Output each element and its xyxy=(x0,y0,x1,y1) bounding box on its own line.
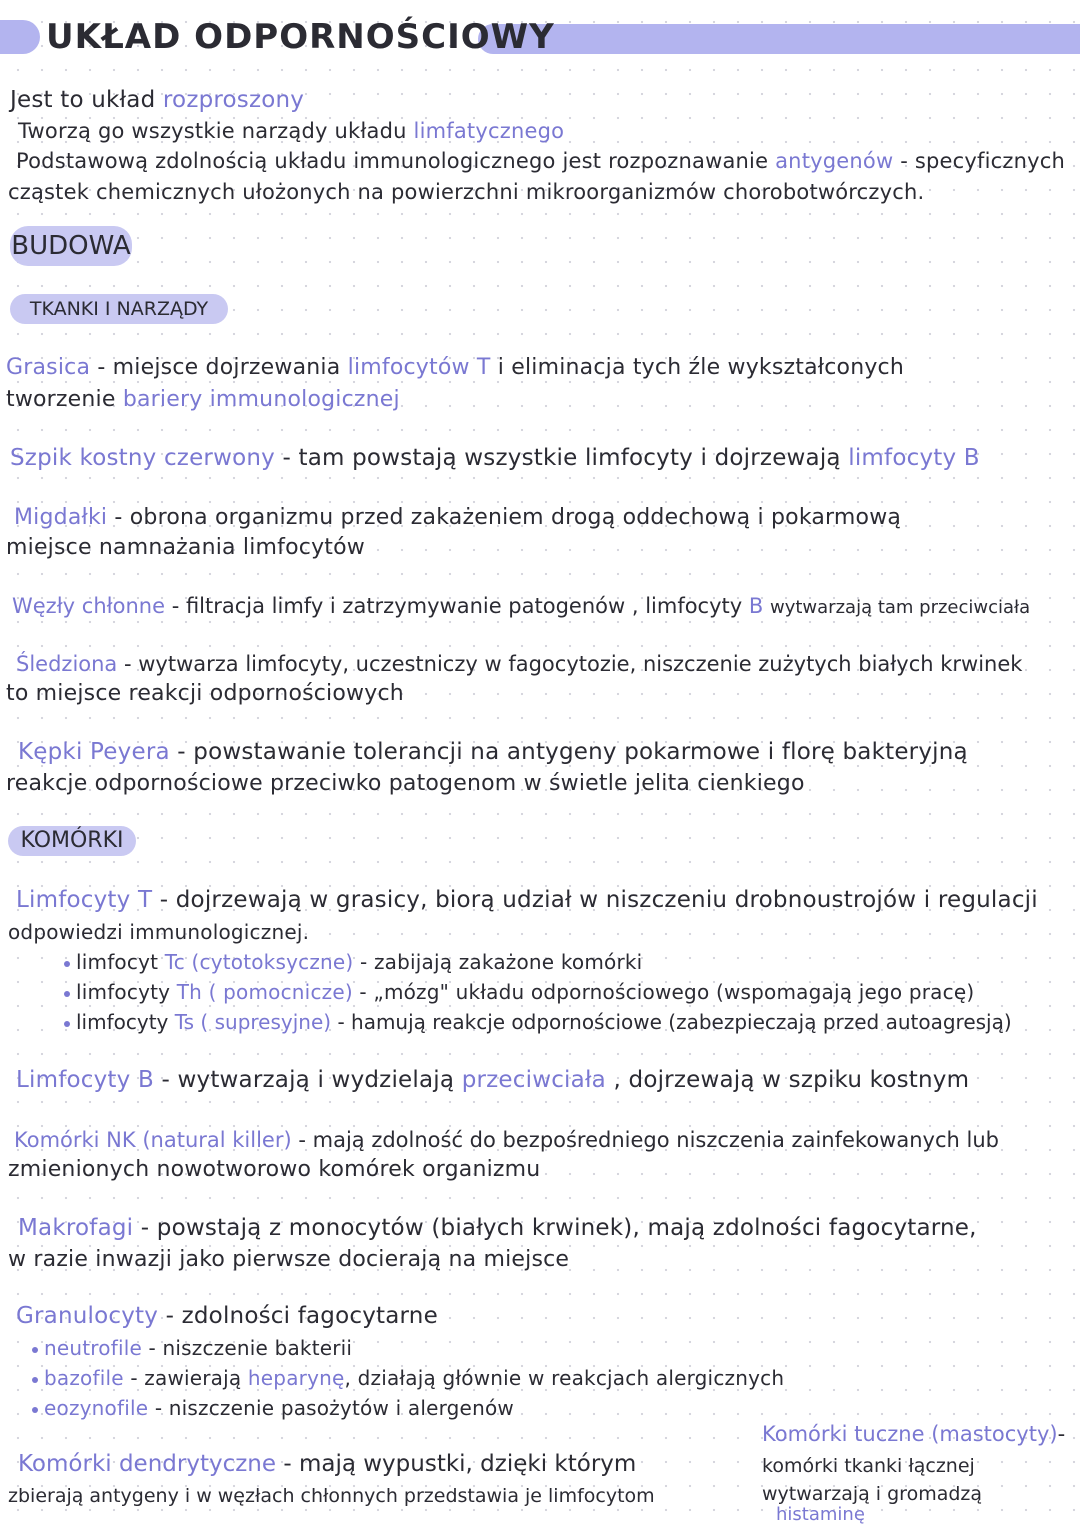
organ-name: Migdałki xyxy=(14,505,108,530)
cell-text: - mają wypustki, dzięki którym xyxy=(283,1451,637,1477)
organ-text: - tam powstają wszystkie limfocyty i dojrzewają xyxy=(282,445,841,471)
cell-name: Limfocyty T xyxy=(16,887,153,913)
cell-text: - „mózg" układu odpornościowego (wspomagają jego pracę) xyxy=(359,980,975,1004)
cell-keyword: Tc (cytotoksyczne) xyxy=(164,950,354,974)
organ-text: tworzenie xyxy=(6,387,116,412)
cell-text: , dojrzewają w szpiku kostnym xyxy=(613,1067,970,1093)
title-highlight-right xyxy=(478,24,1080,54)
cell-text: limfocyty xyxy=(76,1010,169,1034)
cell-text: - dojrzewają w grasicy, biorą udział w niszczeniu drobnoustrojów i regulacji xyxy=(159,887,1038,913)
cell-name: Granulocyty xyxy=(16,1303,159,1329)
organ-kepki-line-1 xyxy=(18,738,968,766)
section-heading-budowa: BUDOWA xyxy=(10,226,132,266)
cell-name: Makrofagi xyxy=(18,1215,134,1241)
organ-grasica-line-1 xyxy=(6,354,904,382)
cell-text: - wytwarzają i wydzielają xyxy=(161,1067,455,1093)
intro-line-4: cząstek chemicznych ułożonych na powierzchni mikroorganizmów chorobotwórczych. xyxy=(8,180,925,204)
organ-sledziona-line-1 xyxy=(16,650,1022,678)
cell-name: Komórki tuczne (mastocyty) xyxy=(762,1422,1058,1446)
organ-text: i eliminacja tych źle wykształconych xyxy=(497,355,904,380)
organ-migdalki-line-1 xyxy=(14,504,901,532)
cell-tuczne-line-1 xyxy=(762,1420,1065,1448)
organ-text: - obrona organizmu przed zakażeniem drogą oddechową i pokarmową xyxy=(114,505,902,530)
organ-keyword: bariery immunologicznej xyxy=(122,387,400,412)
cell-keyword: eozynofile xyxy=(44,1396,149,1420)
organ-kepki-line-2: reakcje odpornościowe przeciwko patogenom w świetle jelita cienkiego xyxy=(6,771,805,796)
organ-keyword: limfocytów T xyxy=(347,355,491,380)
bullet-icon xyxy=(64,1021,70,1027)
bullet-icon xyxy=(64,961,70,967)
cell-limfT-sub-3 xyxy=(64,1008,1012,1036)
bullet-icon xyxy=(64,991,70,997)
page-title: UKŁAD ODPORNOŚCIOWY xyxy=(46,17,555,57)
organ-name: Węzły chłonne xyxy=(12,594,165,618)
intro-keyword-antygenow: antygenów xyxy=(775,149,894,173)
cell-dendryt-line-1 xyxy=(18,1450,636,1478)
cell-name: Limfocyty B xyxy=(16,1067,154,1093)
section-heading-tkanki: TKANKI I NARZĄDY xyxy=(10,294,228,324)
cell-text: - zawierają xyxy=(130,1366,242,1390)
cell-keyword: Th ( pomocnicze) xyxy=(176,980,353,1004)
cell-limfT-sub-2 xyxy=(64,978,974,1006)
cell-text: , działają głównie w reakcjach alergicznych xyxy=(344,1366,785,1390)
intro-line-3 xyxy=(16,147,1065,175)
organ-text: - miejsce dojrzewania xyxy=(97,355,341,380)
cell-text: limfocyt xyxy=(76,950,159,974)
bullet-icon xyxy=(32,1377,38,1383)
cell-keyword: heparynę xyxy=(247,1366,345,1390)
organ-wezly-line-1 xyxy=(12,592,1030,622)
organ-migdalki-line-2: miejsce namnażania limfocytów xyxy=(6,535,365,560)
cell-text: - niszczenie bakterii xyxy=(148,1336,353,1360)
organ-keyword: limfocyty B xyxy=(848,445,980,471)
organ-text: - filtracja limfy i zatrzymywanie patogenów , limfocyty xyxy=(171,594,743,618)
intro-text: Jest to układ xyxy=(10,87,156,113)
organ-name: Kępki Peyera xyxy=(18,739,170,765)
bullet-icon xyxy=(32,1347,38,1353)
cell-tuczne-line-4: histaminę xyxy=(776,1504,865,1525)
intro-keyword-rozproszony: rozproszony xyxy=(162,87,305,113)
cell-limfT-line-2: odpowiedzi immunologicznej. xyxy=(8,920,310,944)
organ-text: wytwarzają tam przeciwciała xyxy=(770,597,1031,618)
organ-sledziona-line-2: to miejsce reakcji odpornościowych xyxy=(6,681,404,706)
intro-text: Tworzą go wszystkie narządy układu xyxy=(18,119,407,143)
cell-dendryt-line-2: zbierają antygeny i w węzłach chłonnych przedstawia je limfocytom xyxy=(8,1485,655,1507)
cell-makro-line-2: w razie inwazji jako pierwsze docierają na miejsce xyxy=(8,1247,570,1272)
intro-line-2 xyxy=(18,117,564,145)
title-highlight-left xyxy=(0,20,40,54)
cell-text: - niszczenie pasożytów i alergenów xyxy=(154,1396,514,1420)
cell-keyword: przeciwciała xyxy=(461,1067,606,1093)
cell-nk-line-1 xyxy=(14,1126,999,1154)
intro-text: Podstawową zdolnością układu immunologicznego jest rozpoznawanie xyxy=(16,149,769,173)
organ-name: Śledziona xyxy=(16,652,118,676)
intro-keyword-limfatycznego: limfatycznego xyxy=(413,119,565,143)
organ-name: Szpik kostny czerwony xyxy=(10,445,275,471)
cell-tuczne-line-2: komórki tkanki łącznej xyxy=(762,1455,975,1477)
cell-text: - mają zdolność do bezpośredniego niszczenia zainfekowanych lub xyxy=(298,1128,999,1152)
intro-line-1 xyxy=(10,86,304,114)
organ-keyword: B xyxy=(748,594,764,618)
cell-text: - zabijają zakażone komórki xyxy=(359,950,643,974)
cell-text: - xyxy=(1057,1422,1066,1446)
intro-text: - specyficznych xyxy=(900,149,1066,173)
cell-text: limfocyty xyxy=(76,980,171,1004)
organ-grasica-line-2 xyxy=(6,386,400,414)
cell-granulo-sub-3 xyxy=(32,1394,514,1422)
cell-text: - powstają z monocytów (białych krwinek), mają zdolności fagocytarne, xyxy=(140,1215,977,1241)
bullet-icon xyxy=(32,1407,38,1413)
cell-granulo-line-1 xyxy=(16,1302,438,1330)
cell-name: Komórki dendrytyczne xyxy=(18,1451,277,1477)
cell-text: - zdolności fagocytarne xyxy=(165,1303,438,1329)
cell-limfT-sub-1 xyxy=(64,948,642,976)
cell-name: Komórki NK (natural killer) xyxy=(14,1128,292,1152)
cell-makro-line-1 xyxy=(18,1214,977,1242)
cell-keyword: neutrofile xyxy=(44,1336,142,1360)
cell-limfB-line-1 xyxy=(16,1066,969,1094)
cell-nk-line-2: zmienionych nowotworowo komórek organizmu xyxy=(8,1157,541,1182)
cell-limfT-line-1 xyxy=(16,886,1038,914)
cell-keyword: Ts ( supresyjne) xyxy=(174,1010,332,1034)
cell-granulo-sub-1 xyxy=(32,1334,352,1362)
cell-keyword: bazofile xyxy=(44,1366,124,1390)
organ-name: Grasica xyxy=(6,355,91,380)
organ-text: - powstawanie tolerancji na antygeny pokarmowe i florę bakteryjną xyxy=(177,739,968,765)
cell-text: - hamują reakcje odpornościowe (zabezpieczają przed autoagresją) xyxy=(337,1010,1012,1034)
cell-tuczne-line-3: wytwarzają i gromadzą xyxy=(762,1483,983,1505)
cell-granulo-sub-2 xyxy=(32,1364,784,1392)
section-heading-komorki: KOMÓRKI xyxy=(8,826,136,856)
organ-text: - wytwarza limfocyty, uczestniczy w fagocytozie, niszczenie zużytych białych krwinek xyxy=(124,652,1023,676)
organ-szpik-line-1 xyxy=(10,444,980,472)
